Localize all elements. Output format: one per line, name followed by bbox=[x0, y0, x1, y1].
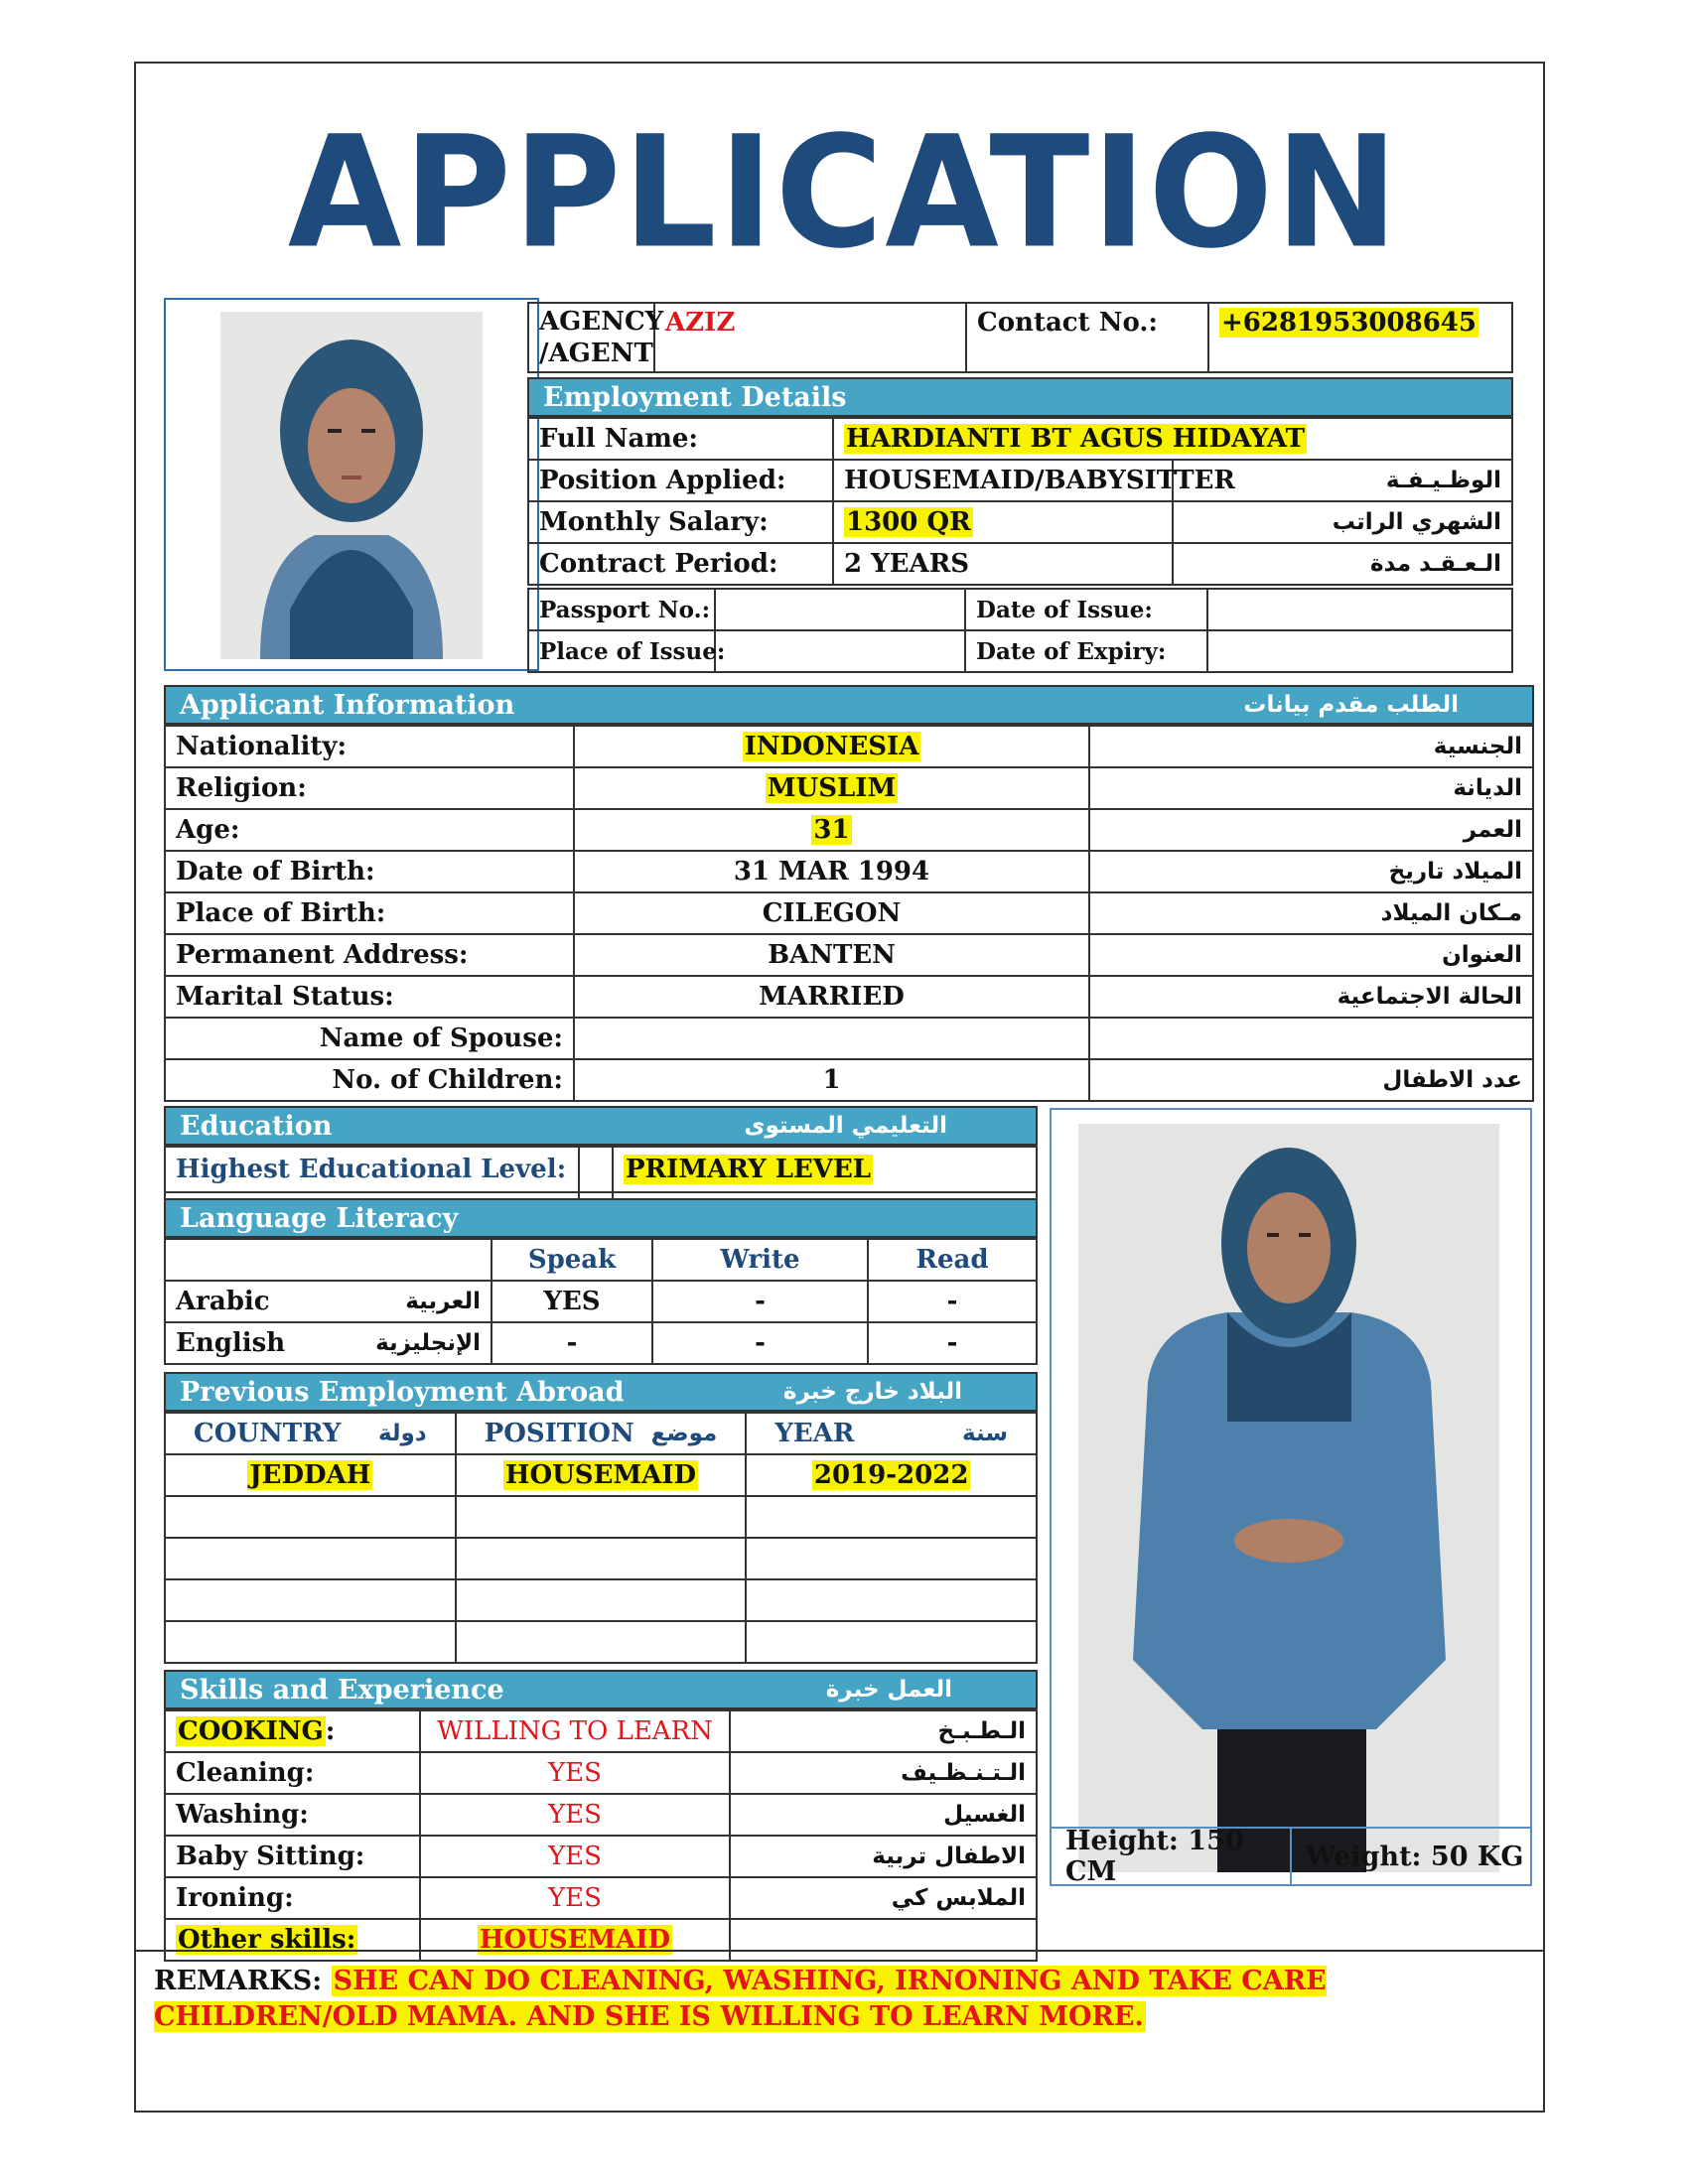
issue-date-value bbox=[1207, 589, 1512, 630]
portrait-image bbox=[220, 312, 483, 659]
skill-value: YES bbox=[548, 1883, 602, 1913]
issue-date-label: Date of Issue: bbox=[965, 589, 1207, 630]
salary-label: Monthly Salary: bbox=[528, 501, 833, 543]
previous-header bbox=[164, 1372, 1038, 1412]
applicant-label: Religion: bbox=[165, 767, 574, 809]
language-row bbox=[165, 1322, 1037, 1364]
skills-row bbox=[165, 1794, 1037, 1836]
skill-label-ar: الاطفال تربية bbox=[730, 1836, 1037, 1877]
previous-row bbox=[165, 1579, 1037, 1621]
previous-row bbox=[165, 1454, 1037, 1496]
previous-col-header-ar: دولة bbox=[377, 1421, 427, 1446]
skill-value: YES bbox=[548, 1758, 602, 1788]
applicant-value: MARRIED bbox=[759, 982, 905, 1012]
applicant-value: CILEGON bbox=[762, 898, 902, 928]
applicant-row bbox=[165, 892, 1533, 934]
applicant-header bbox=[164, 685, 1534, 725]
applicant-label: Name of Spouse: bbox=[165, 1018, 574, 1059]
applicant-header-ar: الطلب مقدم بيانات bbox=[1243, 692, 1459, 718]
previous-col-header: YEAR bbox=[774, 1419, 855, 1448]
skills-section bbox=[164, 1670, 1038, 1962]
language-name: English bbox=[176, 1328, 286, 1358]
applicant-label: Place of Birth: bbox=[165, 892, 574, 934]
language-header-label: Language Literacy bbox=[180, 1202, 459, 1234]
skills-row bbox=[165, 1877, 1037, 1919]
weight-value: Weight: 50 KG bbox=[1306, 1841, 1524, 1872]
position-label-ar: الوظـيـفـة bbox=[1173, 460, 1512, 501]
position-value: HOUSEMAID/BABYSITTER bbox=[833, 460, 1173, 501]
skills-header bbox=[164, 1670, 1038, 1709]
portrait-photo bbox=[164, 298, 539, 671]
applicant-value: 1 bbox=[822, 1065, 841, 1095]
applicant-row bbox=[165, 976, 1533, 1018]
language-write: - bbox=[652, 1281, 868, 1322]
applicant-label: Marital Status: bbox=[165, 976, 574, 1018]
applicant-section bbox=[164, 685, 1534, 1102]
salary-label-ar: الشهري الراتب bbox=[1173, 501, 1512, 543]
skill-label-ar: الملابس كي bbox=[730, 1877, 1037, 1919]
previous-row bbox=[165, 1496, 1037, 1538]
skill-label: Cleaning: bbox=[176, 1758, 315, 1788]
employment-header bbox=[527, 377, 1513, 417]
education-header-ar: التعليمي المستوى bbox=[744, 1113, 947, 1139]
applicant-label-ar: العنوان bbox=[1089, 934, 1533, 976]
previous-col-header: COUNTRY bbox=[194, 1419, 342, 1448]
applicant-row bbox=[165, 767, 1533, 809]
agency-value: AZIZ bbox=[654, 303, 966, 372]
applicant-label-ar: الديانة bbox=[1089, 767, 1533, 809]
language-read: - bbox=[868, 1281, 1037, 1322]
skill-value: YES bbox=[548, 1800, 602, 1830]
previous-header-label: Previous Employment Abroad bbox=[180, 1376, 625, 1408]
education-header bbox=[164, 1106, 1038, 1146]
applicant-label: Date of Birth: bbox=[165, 851, 574, 892]
skill-value: HOUSEMAID bbox=[479, 1925, 671, 1955]
contact-label: Contact No.: bbox=[966, 303, 1208, 372]
previous-row bbox=[165, 1538, 1037, 1579]
language-read: - bbox=[868, 1322, 1037, 1364]
remarks-text: SHE CAN DO CLEANING, WASHING, IRNONING AND TAKE CARE CHILDREN/OLD MAMA. AND SHE IS WILLING TO LEARN MORE. bbox=[154, 1966, 1327, 2032]
page-title: APPLICATION bbox=[287, 102, 1401, 283]
full-body-image bbox=[1078, 1124, 1499, 1872]
contract-value: 2 YEARS bbox=[833, 543, 1173, 585]
language-col-header: Speak bbox=[492, 1239, 652, 1281]
applicant-label-ar bbox=[1089, 1018, 1533, 1059]
employment-section bbox=[527, 377, 1513, 586]
skills-header-ar: العمل خبرة bbox=[825, 1677, 952, 1703]
applicant-row bbox=[165, 851, 1533, 892]
agency-label: AGENCY /AGENT bbox=[528, 303, 654, 372]
skills-header-label: Skills and Experience bbox=[180, 1674, 504, 1706]
applicant-row bbox=[165, 934, 1533, 976]
expiry-label: Date of Expiry: bbox=[965, 630, 1207, 672]
contract-label-ar: الـعـقـد مدة bbox=[1173, 543, 1512, 585]
language-col-header: Read bbox=[868, 1239, 1037, 1281]
skill-label-ar: الـطـبـخ bbox=[730, 1710, 1037, 1752]
applicant-label-ar: العمر bbox=[1089, 809, 1533, 851]
applicant-row bbox=[165, 726, 1533, 767]
language-write: - bbox=[652, 1322, 868, 1364]
applicant-label: Permanent Address: bbox=[165, 934, 574, 976]
language-speak: - bbox=[492, 1322, 652, 1364]
applicant-label-ar: مـكان الميلاد bbox=[1089, 892, 1533, 934]
applicant-row bbox=[165, 809, 1533, 851]
previous-table bbox=[164, 1412, 1038, 1664]
skill-label: Ironing: bbox=[176, 1883, 294, 1913]
applicant-table bbox=[164, 725, 1534, 1102]
language-row bbox=[165, 1281, 1037, 1322]
applicant-label-ar: الجنسية bbox=[1089, 726, 1533, 767]
applicant-value: INDONESIA bbox=[744, 732, 919, 761]
skill-label: Baby Sitting: bbox=[176, 1842, 365, 1871]
previous-section bbox=[164, 1372, 1038, 1664]
passport-no-label: Passport No.: bbox=[528, 589, 715, 630]
applicant-label: No. of Children: bbox=[165, 1059, 574, 1101]
skill-label-suffix: : bbox=[325, 1716, 336, 1746]
remarks-label: REMARKS: bbox=[154, 1966, 323, 1996]
applicant-row bbox=[165, 1018, 1533, 1059]
applicant-label-ar: الميلاد تاريخ bbox=[1089, 851, 1533, 892]
previous-col-header: POSITION bbox=[484, 1419, 634, 1448]
language-section bbox=[164, 1198, 1038, 1365]
passport-section bbox=[527, 588, 1513, 673]
language-header bbox=[164, 1198, 1038, 1238]
applicant-row bbox=[165, 1059, 1533, 1101]
applicant-label: Nationality: bbox=[165, 726, 574, 767]
education-section bbox=[164, 1106, 1038, 1201]
skill-value: YES bbox=[548, 1842, 602, 1871]
language-name: Arabic bbox=[176, 1287, 270, 1316]
applicant-header-label: Applicant Information bbox=[180, 689, 515, 721]
applicant-label-ar: الحالة الاجتماعية bbox=[1089, 976, 1533, 1018]
applicant-label-ar: عدد الاطفال bbox=[1089, 1059, 1533, 1101]
contact-value: +6281953008645 bbox=[1221, 308, 1477, 338]
previous-header-ar: البلاد خارج خبرة bbox=[782, 1379, 962, 1405]
skills-row bbox=[165, 1836, 1037, 1877]
previous-header-row bbox=[165, 1413, 1037, 1454]
previous-col-header-ar: موضع bbox=[650, 1421, 718, 1446]
language-header-row bbox=[165, 1239, 1037, 1281]
language-name-ar: الإنجليزية bbox=[375, 1330, 481, 1356]
skills-table bbox=[164, 1709, 1038, 1962]
employment-header-label: Employment Details bbox=[543, 381, 847, 413]
height-value: Height: 150 CM bbox=[1052, 1829, 1292, 1884]
applicant-value: MUSLIM bbox=[767, 773, 897, 803]
issue-place-value bbox=[715, 630, 965, 672]
language-table bbox=[164, 1238, 1038, 1365]
applicant-value: 31 MAR 1994 bbox=[733, 857, 930, 887]
full-body-photo bbox=[1050, 1108, 1532, 1886]
expiry-value bbox=[1207, 630, 1512, 672]
contract-label: Contract Period: bbox=[528, 543, 833, 585]
skill-label: Other skills: bbox=[178, 1925, 356, 1955]
previous-col-header-ar: سنة bbox=[962, 1421, 1008, 1446]
education-header-label: Education bbox=[180, 1110, 333, 1142]
skill-label: Washing: bbox=[176, 1800, 309, 1830]
previous-row bbox=[165, 1621, 1037, 1663]
skills-row bbox=[165, 1752, 1037, 1794]
previous-position: HOUSEMAID bbox=[504, 1460, 697, 1490]
skill-label-ar: الـتـنـظـيف bbox=[730, 1752, 1037, 1794]
skill-value: WILLING TO LEARN bbox=[437, 1716, 713, 1746]
skill-label-ar: الغسيل bbox=[730, 1794, 1037, 1836]
language-name-ar: العربية bbox=[405, 1289, 481, 1314]
remarks-box bbox=[134, 1950, 1545, 2113]
position-label: Position Applied: bbox=[528, 460, 833, 501]
applicant-label: Age: bbox=[165, 809, 574, 851]
full-name-label: Full Name: bbox=[528, 418, 833, 460]
language-col-header: Write bbox=[652, 1239, 868, 1281]
agency-table bbox=[527, 302, 1513, 373]
language-speak: YES bbox=[492, 1281, 652, 1322]
issue-place-label: Place of Issue: bbox=[528, 630, 715, 672]
skills-row bbox=[165, 1710, 1037, 1752]
previous-country: JEDDAH bbox=[249, 1460, 371, 1490]
full-name-value: HARDIANTI BT AGUS HIDAYAT bbox=[846, 424, 1305, 454]
applicant-value: BANTEN bbox=[768, 940, 896, 970]
skill-label: COOKING bbox=[178, 1716, 324, 1746]
education-level-value: PRIMARY LEVEL bbox=[626, 1155, 872, 1184]
salary-value: 1300 QR bbox=[846, 507, 971, 537]
education-level-label: Highest Educational Level: bbox=[165, 1147, 579, 1192]
applicant-value: 31 bbox=[813, 815, 850, 845]
passport-no-value bbox=[715, 589, 965, 630]
previous-year: 2019-2022 bbox=[813, 1460, 969, 1490]
